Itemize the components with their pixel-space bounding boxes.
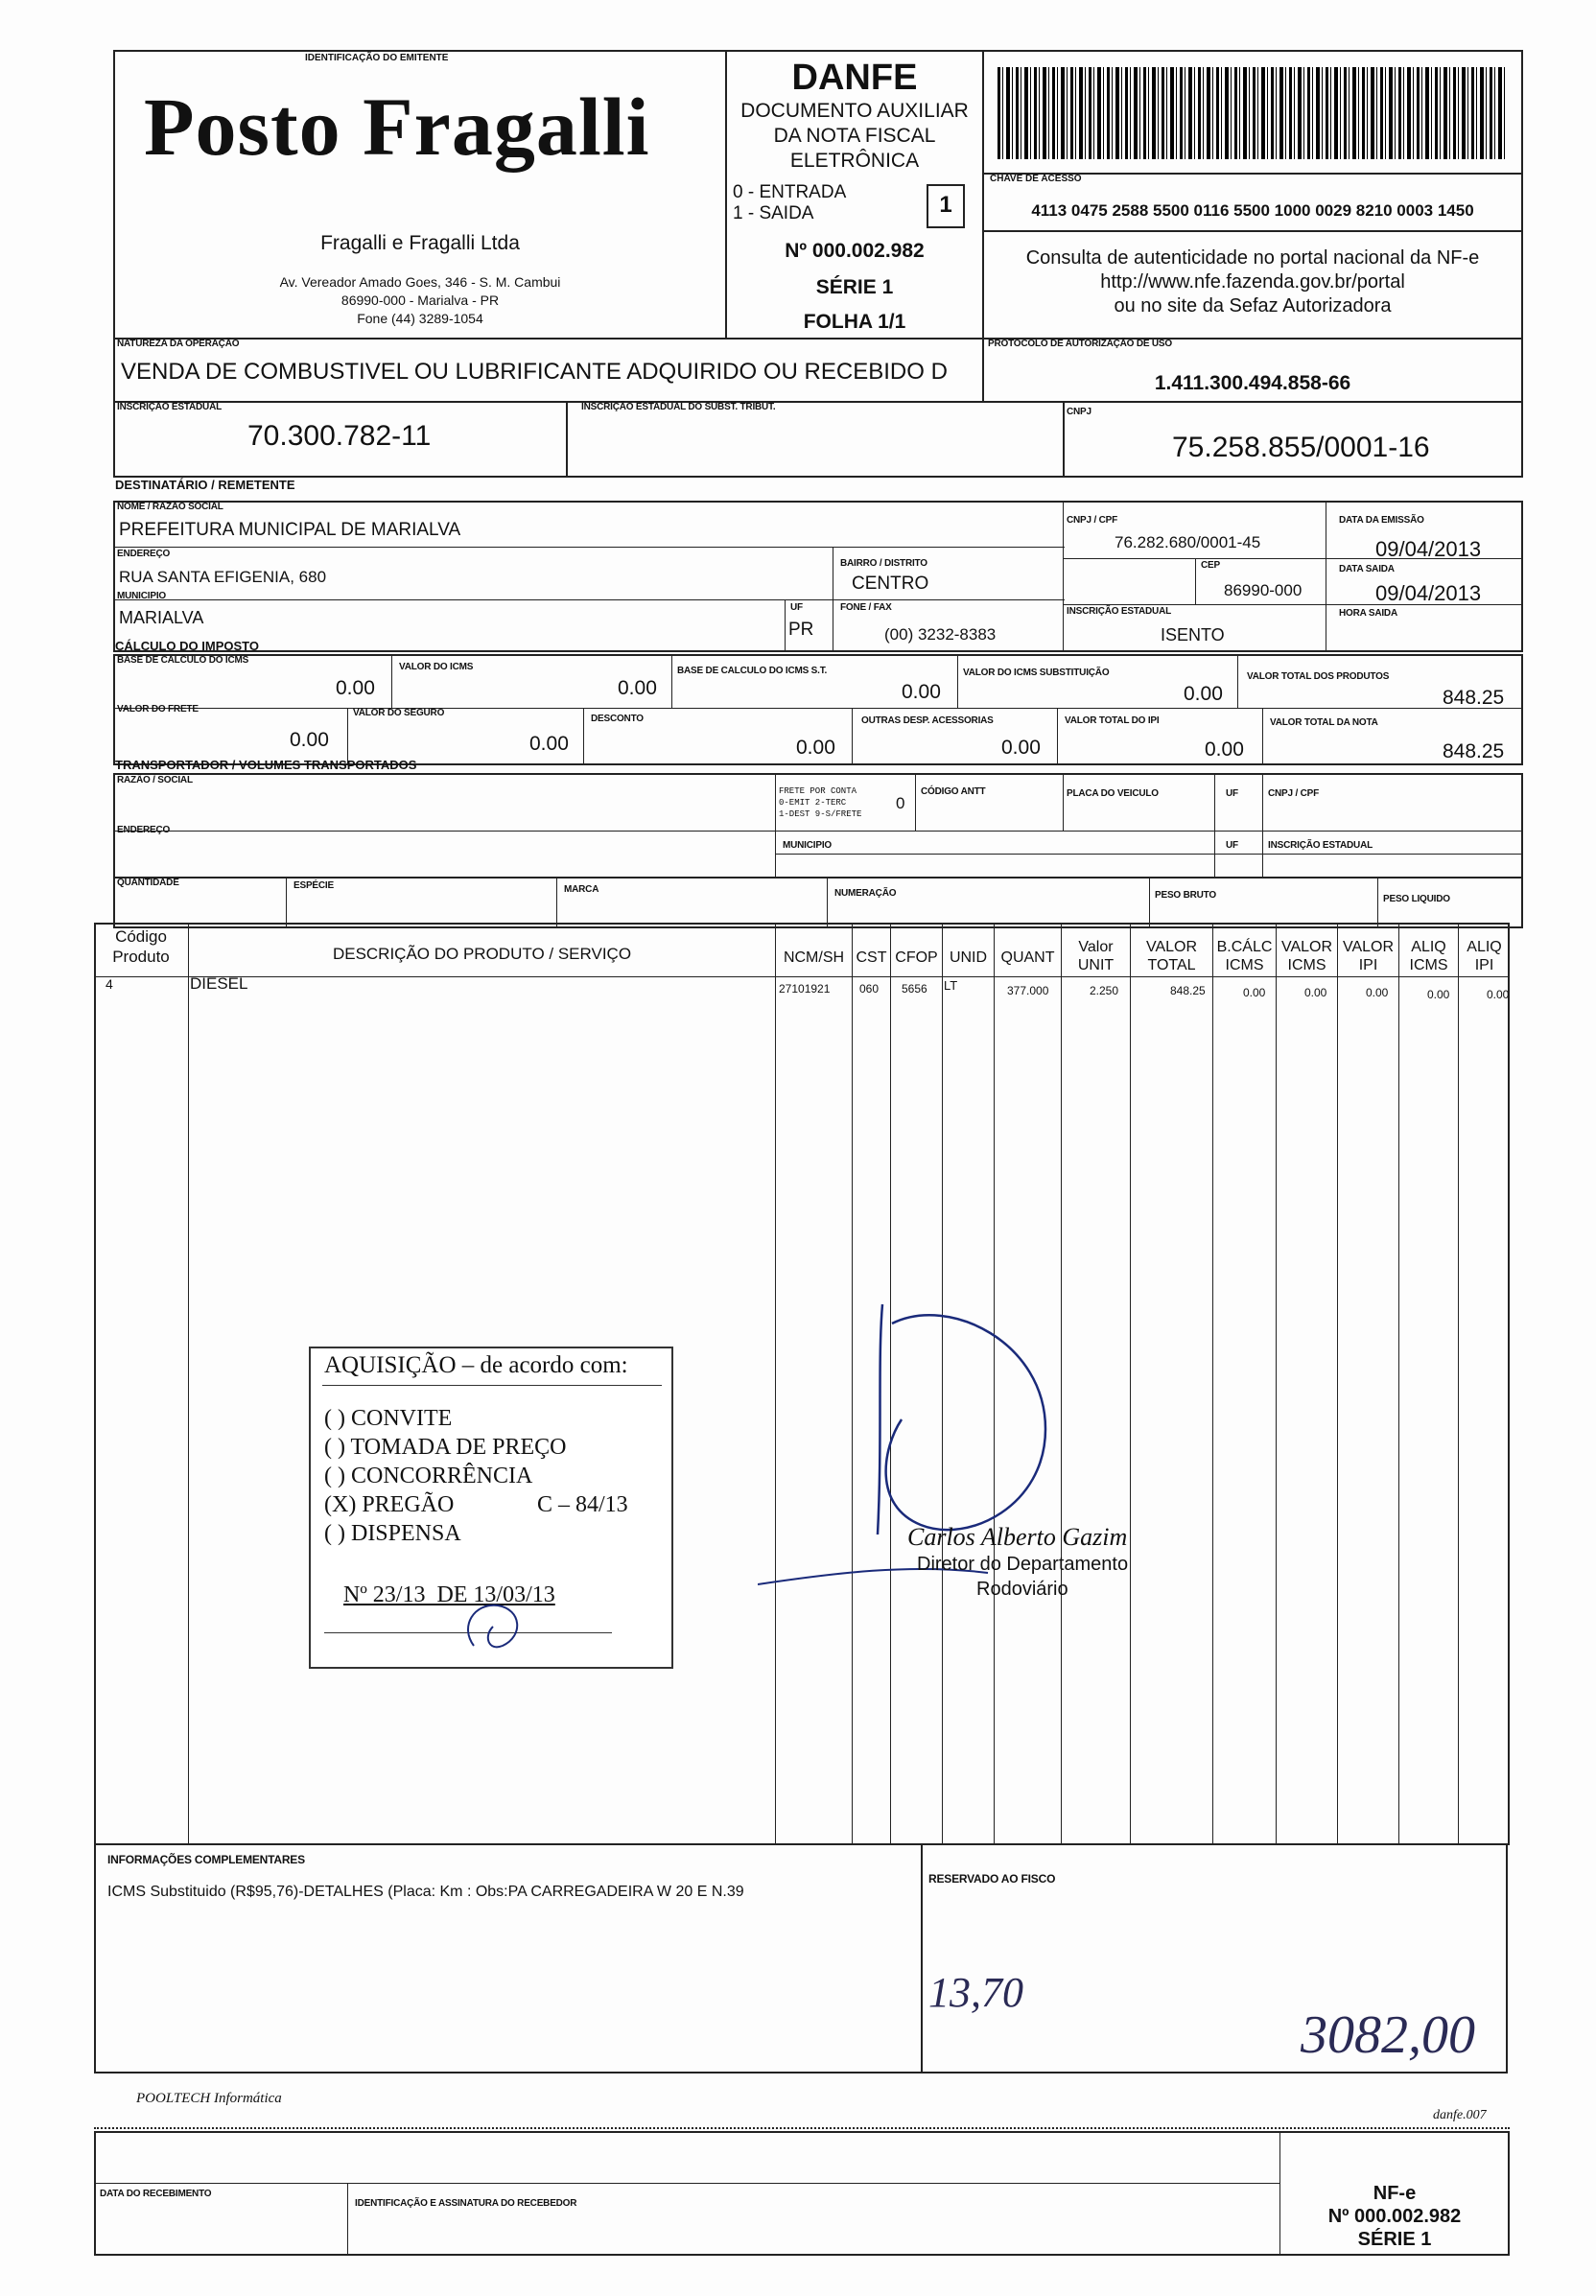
dest-ie: ISENTO xyxy=(1161,625,1225,644)
vol-especie-label: ESPÉCIE xyxy=(293,880,334,891)
dest-nome: PREFEITURA MUNICIPAL DE MARIALVA xyxy=(119,520,461,540)
item-vtotal: 848.25 xyxy=(1170,984,1206,997)
aquisicao-stamp xyxy=(309,1347,673,1669)
col-line-12 xyxy=(1398,976,1399,1845)
dest-nome-label: NOME / RAZÃO SOCIAL xyxy=(117,502,223,512)
th-aicms xyxy=(1398,923,1458,976)
info-box xyxy=(94,1843,923,2073)
vol-vl-2 xyxy=(556,877,557,928)
item-aicms: 0.00 xyxy=(1427,988,1450,1001)
imposto-vl-1 xyxy=(391,654,392,708)
company-logo-text: Posto Fragalli xyxy=(144,81,650,173)
th-codigo-1: Código xyxy=(115,927,167,946)
item-ncm: 27101921 xyxy=(779,982,831,996)
ie-value: 70.300.782-11 xyxy=(247,420,432,452)
info-label: INFORMAÇÕES COMPLEMENTARES xyxy=(107,1853,305,1866)
handwritten-note-2: 3082,00 xyxy=(1301,2005,1475,2065)
signature-role-1: Diretor do Departamento xyxy=(917,1554,1129,1575)
dest-vline-uf xyxy=(785,599,786,652)
vol-vl-5 xyxy=(1377,877,1378,928)
outras-label: OUTRAS DESP. ACESSORIAS xyxy=(861,715,994,726)
tipo-value: 1 xyxy=(939,192,952,218)
th-bcicms xyxy=(1212,923,1276,976)
dest-vline-cnpj xyxy=(1063,501,1064,652)
th-bcicms-1: B.CÁLC xyxy=(1216,939,1273,955)
nota-serie: SÉRIE 1 xyxy=(815,276,894,298)
danfe-ref: danfe.007 xyxy=(1433,2108,1487,2122)
dest-cnpj: 76.282.680/0001-45 xyxy=(1115,533,1261,551)
transp-uf2-label: UF xyxy=(1226,840,1238,851)
vol-vl-1 xyxy=(286,877,287,928)
base-icms-label: BASE DE CALCULO DO ICMS xyxy=(117,655,249,666)
th-vunit xyxy=(1061,923,1130,976)
cut-line xyxy=(94,2127,1510,2129)
base-st-label: BASE DE CALCULO DO ICMS S.T. xyxy=(677,666,828,676)
dest-row-2-line xyxy=(113,599,1065,600)
th-descricao xyxy=(188,923,775,976)
vol-quantidade-label: QUANTIDADE xyxy=(117,878,179,888)
vol-vl-3 xyxy=(827,877,828,928)
th-quant xyxy=(994,923,1061,976)
dest-uf: PR xyxy=(788,620,814,640)
th-vtotal-1: VALOR xyxy=(1145,939,1198,955)
total-nota-label: VALOR TOTAL DA NOTA xyxy=(1270,717,1378,728)
chave-label: CHAVE DE ACESSO xyxy=(990,174,1082,184)
dest-vline-cep xyxy=(1195,558,1196,604)
natureza-label: NATUREZA DA OPERAÇÃO xyxy=(117,339,240,349)
ie-label: INSCRIÇÃO ESTADUAL xyxy=(117,402,222,412)
frete-conta-l1: FRETE POR CONTA xyxy=(779,786,857,796)
th-ncm-text: NCM/SH xyxy=(783,949,845,966)
pooltech-label: POOLTECH Informática xyxy=(136,2091,282,2106)
dest-uf-label: UF xyxy=(790,602,803,613)
entrada-option: 0 - ENTRADA xyxy=(733,182,847,202)
transp-vl-5 xyxy=(1262,773,1263,879)
th-vipi-2: IPI xyxy=(1358,957,1378,973)
vol-vl-4 xyxy=(1149,877,1150,928)
transp-line-2 xyxy=(775,854,1523,855)
transp-uf-label: UF xyxy=(1226,788,1238,799)
outras-value: 0.00 xyxy=(1001,737,1041,759)
danfe-title: DANFE xyxy=(791,58,918,98)
stamp-opt-concorrencia: ( ) CONCORRÊNCIA xyxy=(324,1464,533,1488)
total-produtos: 848.25 xyxy=(1443,687,1505,709)
stamp-opt-convite: ( ) CONVITE xyxy=(324,1406,453,1431)
valor-st-label: VALOR DO ICMS SUBSTITUIÇÃO xyxy=(963,668,1110,678)
dest-emissao: 09/04/2013 xyxy=(1375,537,1482,561)
th-cfop xyxy=(890,923,942,976)
transp-vl-2 xyxy=(915,773,916,831)
th-quant-text: QUANT xyxy=(1000,949,1055,966)
consulta-line-2: http://www.nfe.fazenda.gov.br/portal xyxy=(1100,271,1405,293)
seguro-value: 0.00 xyxy=(529,733,569,755)
cnpj-label: CNPJ xyxy=(1067,407,1091,417)
dest-fone: (00) 3232-8383 xyxy=(884,625,997,644)
item-vipi: 0.00 xyxy=(1366,986,1389,999)
valor-icms-label: VALOR DO ICMS xyxy=(399,662,474,672)
th-cst xyxy=(852,923,890,976)
th-vunit-1: Valor xyxy=(1078,939,1114,955)
imposto-vl-7 xyxy=(852,708,853,765)
th-cfop-text: CFOP xyxy=(895,949,938,966)
consulta-line-1: Consulta de autenticidade no portal nacional da NF-e xyxy=(1025,247,1480,269)
transportador-section-label: TRANSPORTADOR / VOLUMES TRANSPORTADOS xyxy=(115,758,417,772)
stamp-numero: Nº 23/13 DE 13/03/13 xyxy=(343,1582,555,1607)
imposto-mid-line xyxy=(113,708,1523,709)
item-unid: LT xyxy=(944,978,958,993)
item-bcicms: 0.00 xyxy=(1243,986,1266,999)
item-cst: 060 xyxy=(859,982,880,996)
th-vicms-2: ICMS xyxy=(1287,957,1326,973)
imposto-vl-4 xyxy=(1237,654,1238,708)
company-name: Fragalli e Fragalli Ltda xyxy=(320,232,520,254)
th-aipi xyxy=(1458,923,1510,976)
th-vipi xyxy=(1337,923,1398,976)
signature-role-2: Rodoviário xyxy=(976,1579,1068,1600)
canhoto-nfe: NF-e xyxy=(1373,2183,1417,2204)
dest-municipio-label: MUNICIPIO xyxy=(117,591,166,601)
frete-value: 0.00 xyxy=(290,729,329,751)
col-line-10 xyxy=(1276,976,1277,1845)
dest-hora-label: HORA SAIDA xyxy=(1339,608,1397,619)
th-aicms-1: ALIQ xyxy=(1411,939,1446,955)
th-unid xyxy=(942,923,994,976)
th-vicms xyxy=(1276,923,1337,976)
canhoto-numero: Nº 000.002.982 xyxy=(1327,2206,1462,2227)
valor-st: 0.00 xyxy=(1184,683,1223,705)
destinatario-section-label: DESTINATÁRIO / REMETENTE xyxy=(115,478,295,492)
canhoto-mid-line xyxy=(94,2183,1279,2184)
th-vtotal-2: TOTAL xyxy=(1147,957,1196,973)
imposto-vl-8 xyxy=(1057,708,1058,765)
dest-cep: 86990-000 xyxy=(1224,581,1303,599)
transp-municipio-label: MUNICIPIO xyxy=(783,840,832,851)
company-phone: Fone (44) 3289-1054 xyxy=(357,311,483,326)
company-address-1: Av. Vereador Amado Goes, 346 - S. M. Cambui xyxy=(279,274,561,290)
dest-cnpj-label: CNPJ / CPF xyxy=(1067,515,1118,526)
stamp-initials-mark xyxy=(455,1598,531,1655)
transp-antt-label: CÓDIGO ANTT xyxy=(921,786,986,797)
produtos-header-line xyxy=(94,976,1510,977)
natureza-value: VENDA DE COMBUSTIVEL OU LUBRIFICANTE ADQUIRIDO OU RECEBIDO D xyxy=(121,359,948,385)
danfe-subtitle-1: DOCUMENTO AUXILIAR xyxy=(740,100,969,122)
col-line-1 xyxy=(188,976,189,1845)
th-vtotal xyxy=(1130,923,1212,976)
col-line-13 xyxy=(1458,976,1459,1845)
seguro-label: VALOR DO SEGURO xyxy=(353,708,445,718)
item-codigo: 4 xyxy=(106,976,113,992)
dest-saida-label: DATA SAIDA xyxy=(1339,564,1395,574)
iest-label: INSCRIÇÃO ESTADUAL DO SUBST. TRIBUT. xyxy=(581,402,776,412)
dest-emissao-label: DATA DA EMISSÃO xyxy=(1339,515,1424,526)
total-nota: 848.25 xyxy=(1443,740,1505,762)
frete-conta-l3: 1-DEST 9-S/FRETE xyxy=(779,809,862,819)
item-descricao: DIESEL xyxy=(190,974,248,993)
th-aipi-1: ALIQ xyxy=(1467,939,1502,955)
dest-bairro-label: BAIRRO / DISTRITO xyxy=(840,558,927,569)
vol-peso-bruto-label: PESO BRUTO xyxy=(1155,890,1216,901)
stamp-opt-tomada: ( ) TOMADA DE PREÇO xyxy=(324,1435,567,1460)
ipi-label: VALOR TOTAL DO IPI xyxy=(1065,715,1160,726)
danfe-subtitle-2: DA NOTA FISCAL xyxy=(773,125,936,147)
frete-conta-value: 0 xyxy=(896,794,905,812)
imposto-vl-2 xyxy=(671,654,672,708)
desconto-label: DESCONTO xyxy=(591,714,644,724)
th-codigo xyxy=(94,923,188,976)
dest-municipio: MARIALVA xyxy=(119,608,204,627)
transp-razao-label: RAZÃO / SOCIAL xyxy=(117,775,193,785)
th-cst-text: CST xyxy=(856,949,887,966)
frete-conta-l2: 0-EMIT 2-TERC xyxy=(779,798,847,808)
dest-cep-label: CEP xyxy=(1201,560,1220,571)
stamp-opt-pregao-ref: C – 84/13 xyxy=(537,1492,628,1517)
identificacao-label: IDENTIFICAÇÃO E ASSINATURA DO RECEBEDOR xyxy=(355,2198,577,2209)
emitente-label: IDENTIFICAÇÃO DO EMITENTE xyxy=(305,53,449,63)
handwritten-note-1: 13,70 xyxy=(928,1969,1023,2016)
transp-cnpj-label: CNPJ / CPF xyxy=(1268,788,1320,799)
transp-vl-3 xyxy=(1063,773,1064,831)
vol-peso-liquido-label: PESO LIQUIDO xyxy=(1383,894,1450,904)
th-aipi-2: IPI xyxy=(1474,957,1494,973)
cnpj-value: 75.258.855/0001-16 xyxy=(1172,432,1430,463)
fisco-label: RESERVADO AO FISCO xyxy=(928,1872,1056,1886)
imposto-vl-9 xyxy=(1262,708,1263,765)
base-icms: 0.00 xyxy=(336,677,375,699)
stamp-opt-dispensa: ( ) DISPENSA xyxy=(324,1521,461,1546)
item-cfop: 5656 xyxy=(902,982,927,996)
dest-row-1-line xyxy=(113,547,1065,548)
th-descricao-text: DESCRIÇÃO DO PRODUTO / SERVIÇO xyxy=(332,945,632,963)
stamp-title-underline xyxy=(322,1385,662,1386)
nota-folha: FOLHA 1/1 xyxy=(803,311,906,333)
col-line-11 xyxy=(1337,976,1338,1845)
dest-fone-label: FONE / FAX xyxy=(840,602,892,613)
vol-marca-label: MARCA xyxy=(564,884,599,895)
dest-bairro: CENTRO xyxy=(852,574,929,594)
transp-vl-1 xyxy=(775,773,776,879)
ipi-value: 0.00 xyxy=(1205,738,1244,761)
imposto-vl-6 xyxy=(583,708,584,765)
imposto-vl-5 xyxy=(347,708,348,765)
consulta-line-3: ou no site da Sefaz Autorizadora xyxy=(1114,295,1392,316)
th-vicms-1: VALOR xyxy=(1280,939,1333,955)
th-ncm xyxy=(775,923,852,976)
transp-vl-4 xyxy=(1214,773,1215,879)
th-bcicms-2: ICMS xyxy=(1225,957,1264,973)
th-unid-text: UNID xyxy=(949,949,988,966)
protocolo-value: 1.411.300.494.858-66 xyxy=(1154,372,1351,394)
vol-numeracao-label: NUMERAÇÃO xyxy=(834,888,897,899)
imposto-section-label: CÁLCULO DO IMPOSTO xyxy=(115,639,259,653)
chave-acesso: 4113 0475 2588 5500 0116 5500 1000 0029 8210 0003 1450 xyxy=(1031,201,1474,220)
danfe-subtitle-3: ELETRÔNICA xyxy=(789,150,920,172)
transp-endereco-label: ENDEREÇO xyxy=(117,825,171,835)
valor-icms: 0.00 xyxy=(618,677,657,699)
item-vicms: 0.00 xyxy=(1304,986,1327,999)
transp-ie-label: INSCRIÇÃO ESTADUAL xyxy=(1268,840,1373,851)
company-address-2: 86990-000 - Marialva - PR xyxy=(340,293,500,308)
canhoto-vline-1 xyxy=(347,2183,348,2256)
info-text: ICMS Substituido (R$95,76)-DETALHES (Placa: Km : Obs:PA CARREGADEIRA W 20 E N.39 xyxy=(107,1884,744,1900)
base-st: 0.00 xyxy=(902,681,941,703)
item-quant: 377.000 xyxy=(1007,984,1049,997)
canhoto-serie: SÉRIE 1 xyxy=(1357,2229,1432,2250)
col-line-9 xyxy=(1212,976,1213,1845)
imposto-vl-3 xyxy=(957,654,958,708)
dest-endereco: RUA SANTA EFIGENIA, 680 xyxy=(119,568,327,586)
stamp-opt-pregao: (X) PREGÃO xyxy=(324,1492,455,1517)
barcode-image xyxy=(998,67,1506,159)
nota-numero: Nº 000.002.982 xyxy=(785,240,925,262)
iest-box xyxy=(566,401,1065,478)
item-aipi: 0.00 xyxy=(1487,988,1510,1001)
th-vunit-2: UNIT xyxy=(1077,957,1115,973)
desconto-value: 0.00 xyxy=(796,737,835,759)
th-codigo-2: Produto xyxy=(112,948,170,966)
protocolo-label: PROTOCOLO DE AUTORIZAÇÃO DE USO xyxy=(988,339,1172,349)
frete-label: VALOR DO FRETE xyxy=(117,704,199,715)
dest-saida: 09/04/2013 xyxy=(1375,581,1482,605)
signature-name: Carlos Alberto Gazim xyxy=(907,1523,1128,1551)
th-vipi-1: VALOR xyxy=(1342,939,1395,955)
th-aicms-2: ICMS xyxy=(1409,957,1448,973)
dest-ie-label: INSCRIÇÃO ESTADUAL xyxy=(1067,606,1171,617)
saida-option: 1 - SAIDA xyxy=(733,203,814,223)
dest-endereco-label: ENDEREÇO xyxy=(117,549,171,559)
stamp-title: AQUISIÇÃO – de acordo com: xyxy=(324,1352,628,1378)
total-produtos-label: VALOR TOTAL DOS PRODUTOS xyxy=(1247,671,1390,682)
item-vunit: 2.250 xyxy=(1090,984,1119,997)
transp-line-1 xyxy=(113,831,1523,832)
recebimento-label: DATA DO RECEBIMENTO xyxy=(100,2189,212,2199)
transp-placa-label: PLACA DO VEICULO xyxy=(1067,788,1159,799)
